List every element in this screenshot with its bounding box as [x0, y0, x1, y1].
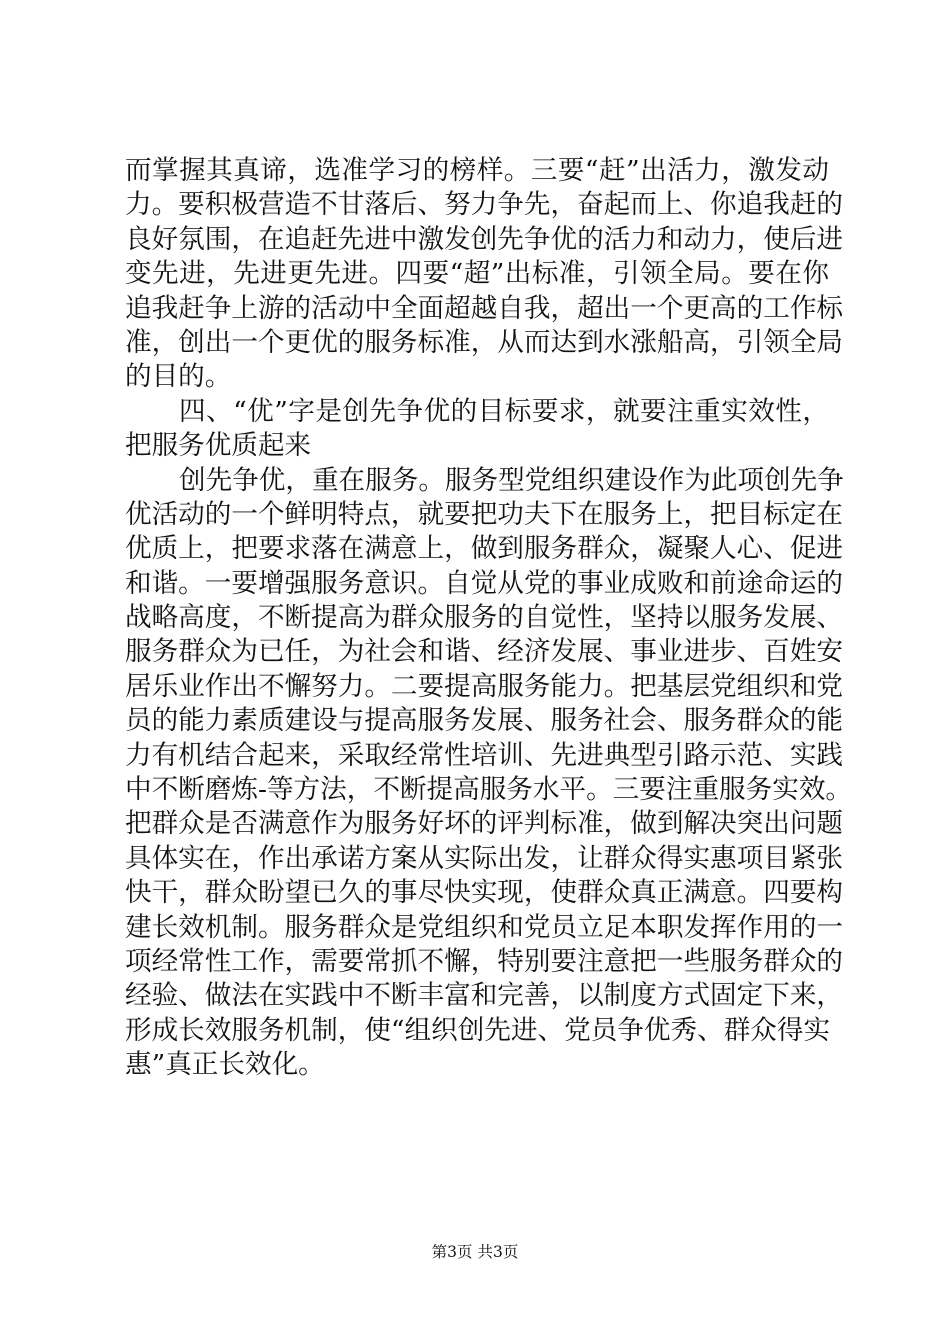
paragraph-body — [125, 464, 853, 1083]
text-line: 力。要积极营造不甘落后、努力争先，奋起而上、你追我赶的 — [125, 189, 844, 221]
text-line: 优活动的一个鲜明特点，就要把功夫下在服务上，把目标定在 — [125, 498, 844, 530]
text-line: 变先进，先进更先进。四要“超”出标准，引领全局。要在你 — [125, 258, 829, 290]
text-line: 力有机结合起来，采取经常性培训、先进典型引路示范、实践 — [125, 739, 844, 771]
page-number-footer: 第3页 共3页 — [431, 1243, 519, 1261]
text-line: 的目的。 — [125, 361, 232, 393]
section-heading — [125, 395, 829, 464]
text-line: 和谐。一要增强服务意识。自觉从党的事业成败和前途命运的 — [125, 567, 844, 599]
text-line: 把群众是否满意作为服务好坏的评判标准，做到解决突出问题 — [125, 808, 844, 840]
text-line: 项经常性工作，需要常抓不懈，特别要注意把一些服务群众的 — [125, 945, 844, 977]
paragraph-continuation — [125, 154, 844, 395]
text-line: 良好氛围，在追赶先进中激发创先争优的活力和动力，使后进 — [125, 223, 844, 255]
text-line: 战略高度，不断提高为群众服务的自觉性，坚持以服务发展、 — [125, 602, 844, 634]
text-line: 创先争优，重在服务。服务型党组织建设作为此项创先争 — [179, 464, 844, 496]
text-line: 而掌握其真谛，选准学习的榜样。三要“赶”出活力，激发动 — [125, 155, 829, 186]
text-line: 准，创出一个更优的服务标准，从而达到水涨船高，引领全局 — [125, 326, 844, 358]
heading-line: 四、“优”字是创先争优的目标要求，就要注重实效性， — [179, 395, 829, 427]
text-line: 经验、做法在实践中不断丰富和完善，以制度方式固定下来， — [125, 980, 844, 1012]
document-body — [125, 154, 853, 1083]
text-line: 建长效机制。服务群众是党组织和党员立足本职发挥作用的一 — [125, 911, 844, 943]
text-line: 中不断磨炼-等方法，不断提高服务水平。三要注重服务实效。 — [125, 774, 853, 806]
text-line: 优质上，把要求落在满意上，做到服务群众，凝聚人心、促进 — [125, 533, 844, 565]
text-line: 快干，群众盼望已久的事尽快实现，使群众真正满意。四要构 — [125, 877, 844, 909]
text-line: 服务群众为已任，为社会和谐、经济发展、事业进步、百姓安 — [125, 636, 844, 668]
text-line: 员的能力素质建设与提高服务发展、服务社会、服务群众的能 — [125, 705, 844, 737]
text-line: 形成长效服务机制，使“组织创先进、党员争优秀、群众得实 — [125, 1014, 831, 1046]
text-line: 居乐业作出不懈努力。二要提高服务能力。把基层党组织和党 — [125, 670, 844, 702]
text-line: 惠”真正长效化。 — [125, 1049, 325, 1081]
text-line: 具体实在，作出承诺方案从实际出发，让群众得实惠项目紧张 — [125, 842, 844, 874]
heading-line: 把服务优质起来 — [125, 430, 312, 462]
text-line: 追我赶争上游的活动中全面超越自我，超出一个更高的工作标 — [125, 292, 844, 324]
